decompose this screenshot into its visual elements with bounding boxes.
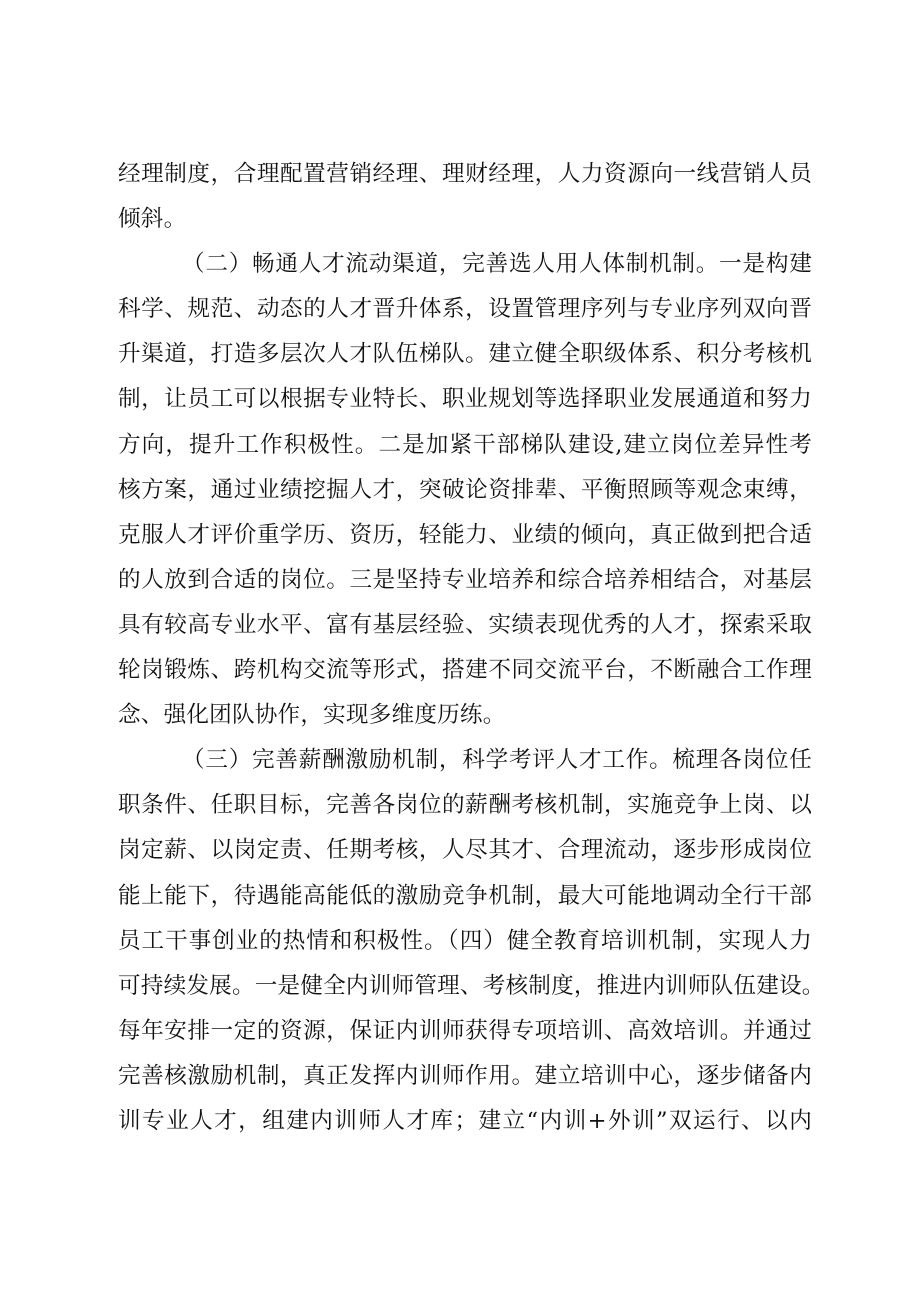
text-line: 念、强化团队协作，实现多维度历练。 [118,702,506,729]
text-line: 制，让员工可以根据专业特长、职业规划等选择职业发展通道和努力 [118,386,812,413]
text-line: 倾斜。 [118,206,187,233]
text-line: 科学、规范、动态的人才晋升体系，设置管理序列与专业序列双向晋 [118,296,812,323]
text-line: 每年安排一定的资源，保证内训师获得专项培训、高效培训。并通过 [118,1017,812,1044]
body-text [118,152,825,1144]
text-line: 完善核激励机制，真正发挥内训师作用。建立培训中心，逐步储备内 [118,1062,812,1089]
paragraph-start-line: （三）完善薪酬激励机制，科学考评人才工作。梳理各岗位任 [182,747,812,774]
text-line: 升渠道，打造多层次人才队伍梯队。建立健全职级体系、积分考核机 [118,341,812,368]
text-line: 轮岗锻炼、跨机构交流等形式，搭建不同交流平台，不断融合工作理 [118,657,812,684]
text-line: 能上能下，待遇能高能低的激励竞争机制，最大可能地调动全行干部 [118,882,812,909]
text-line: 方向，提升工作积极性。二是加紧干部梯队建设,建立岗位差异性考 [118,431,812,458]
text-line: 核方案，通过业绩挖掘人才，突破论资排辈、平衡照顾等观念束缚， [118,476,812,503]
text-line: 岗定薪、以岗定责、任期考核，人尽其才、合理流动，逐步形成岗位 [118,837,812,864]
paragraph-start-line: （二）畅通人才流动渠道，完善选人用人体制机制。一是构建 [182,251,812,278]
text-line: 可持续发展。一是健全内训师管理、考核制度，推进内训师队伍建设。 [118,972,825,999]
text-line: 具有较高专业水平、富有基层经验、实绩表现优秀的人才，探索采取 [118,611,812,638]
text-line: 经理制度，合理配置营销经理、理财经理，人力资源向一线营销人员 [118,161,812,187]
text-line: 员工干事创业的热情和积极性。（四）健全教育培训机制，实现人力 [118,927,812,954]
text-line: 的人放到合适的岗位。三是坚持专业培养和综合培养相结合，对基层 [118,566,812,593]
text-line: 训专业人才，组建内训师人才库；建立“内训+外训”双运行、以内 [118,1107,812,1134]
text-line: 克服人才评价重学历、资历，轻能力、业绩的倾向，真正做到把合适 [118,521,812,548]
text-line: 职条件、任职目标，完善各岗位的薪酬考核机制，实施竞争上岗、以 [118,792,812,819]
